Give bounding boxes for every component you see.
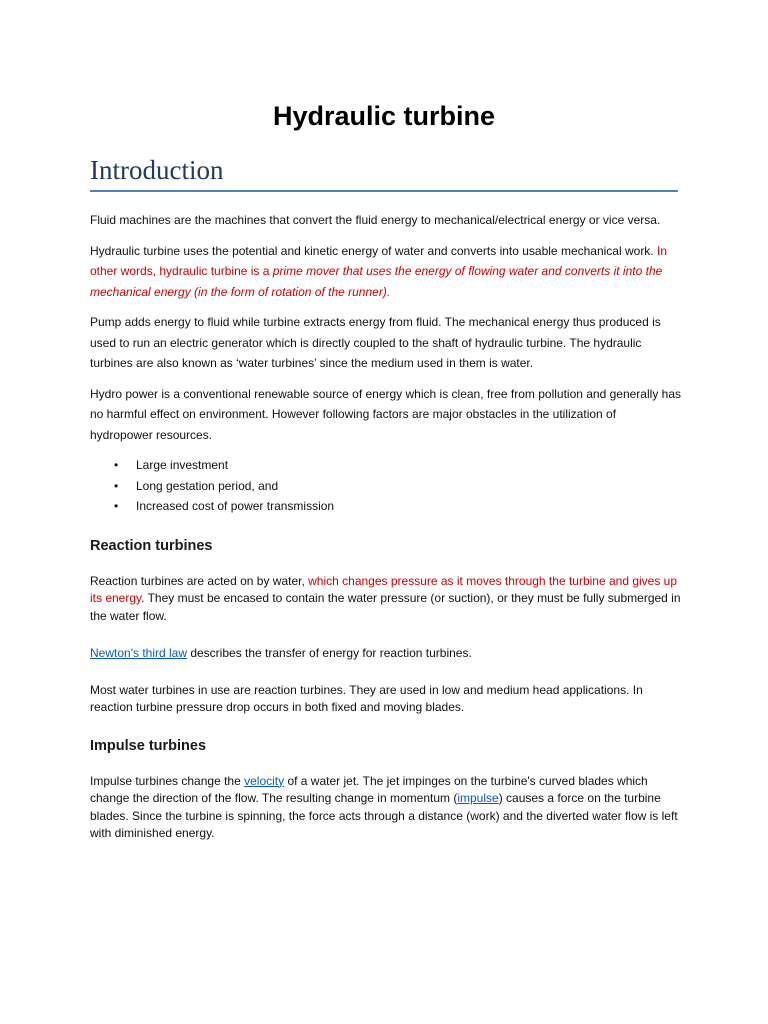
list-item (90, 476, 682, 497)
emphasis-text: which changes pressure as it moves through the turbine and gives up its energy (90, 573, 678, 605)
emphasis-text: In other words, hydraulic turbine is a (90, 243, 667, 278)
paragraph-reaction-usage: Most water turbines in use are reaction turbines. They are used in low and medium head applications. In reaction turbine pressure drop occurs in both fixed and moving blades. (90, 682, 643, 714)
bullet-icon: • (114, 499, 119, 513)
bullet-icon: • (114, 478, 119, 493)
section-heading-impulse-turbines: Impulse turbines (90, 737, 207, 754)
velocity-link[interactable]: velocity (244, 773, 285, 788)
paragraph-fluid-machines: Fluid machines are the machines that convert the fluid energy to mechanical/electrical energy or vice versa. (90, 213, 661, 227)
paragraph-text: . They must be encased to contain the water pressure (or suction), or they must be fully submerged in the water flow. (90, 591, 681, 623)
section-heading-reaction-turbines: Reaction turbines (90, 537, 213, 554)
list-item-label: Long gestation period, and (136, 478, 279, 493)
paragraph-pump-vs-turbine: Pump adds energy to fluid while turbine extracts energy from fluid. The mechanical energy thus produced is used to run an electric generator which is directly coupled to the shaft of hydraulic turbine. The hydraulic turbines are also known as ‘water turbines’ since the medium used in them is water. (90, 315, 661, 370)
list-item-label: Increased cost of power transmission (136, 499, 335, 513)
paragraph-reaction-turbines (90, 573, 682, 626)
paragraph-text: describes the transfer of energy for reaction turbines. (187, 646, 472, 660)
paragraph-hydraulic-turbine (90, 241, 682, 303)
paragraph-hydro-power: Hydro power is a conventional renewable source of energy which is clean, free from pollution and generally has no harmful effect on environment. However following factors are major obstacles in the utilization of hydropower resources. (90, 386, 681, 442)
section-heading-introduction: Introduction (90, 155, 224, 185)
paragraph-newton (90, 643, 682, 664)
list-item-label: Large investment (136, 458, 229, 472)
list-item (90, 496, 682, 517)
document-title: Hydraulic turbine (272, 101, 496, 131)
paragraph-text: Hydraulic turbine uses the potential and kinetic energy of water and converts into usable mechanical work. (90, 243, 657, 258)
newtons-third-law-link[interactable]: Newton's third law (90, 646, 187, 660)
paragraph-text: ) causes a force on the turbine blades. Since the turbine is spinning, the force acts through a distance (work) and the diverted water flow is left with diminished energy. (90, 791, 678, 840)
paragraph-text: Impulse turbines change the (90, 773, 245, 788)
heading-divider (90, 190, 678, 192)
list-item (90, 455, 682, 476)
paragraph-text: Reaction turbines are acted on by water, (90, 573, 309, 588)
document-body (90, 210, 682, 853)
obstacles-list (90, 455, 682, 517)
paragraph-text: of a water jet. The jet impinges on the turbine's curved blades which change the direction of the flow. The resulting change in momentum ( (90, 773, 648, 805)
impulse-link[interactable]: impulse (457, 791, 499, 805)
paragraph-impulse-turbines (90, 773, 682, 843)
bullet-icon: • (114, 458, 119, 472)
emphasis-italic-text: prime mover that uses the energy of flowing water and converts it into the mechanical energy (in the form of rotation of the runner). (90, 264, 663, 299)
